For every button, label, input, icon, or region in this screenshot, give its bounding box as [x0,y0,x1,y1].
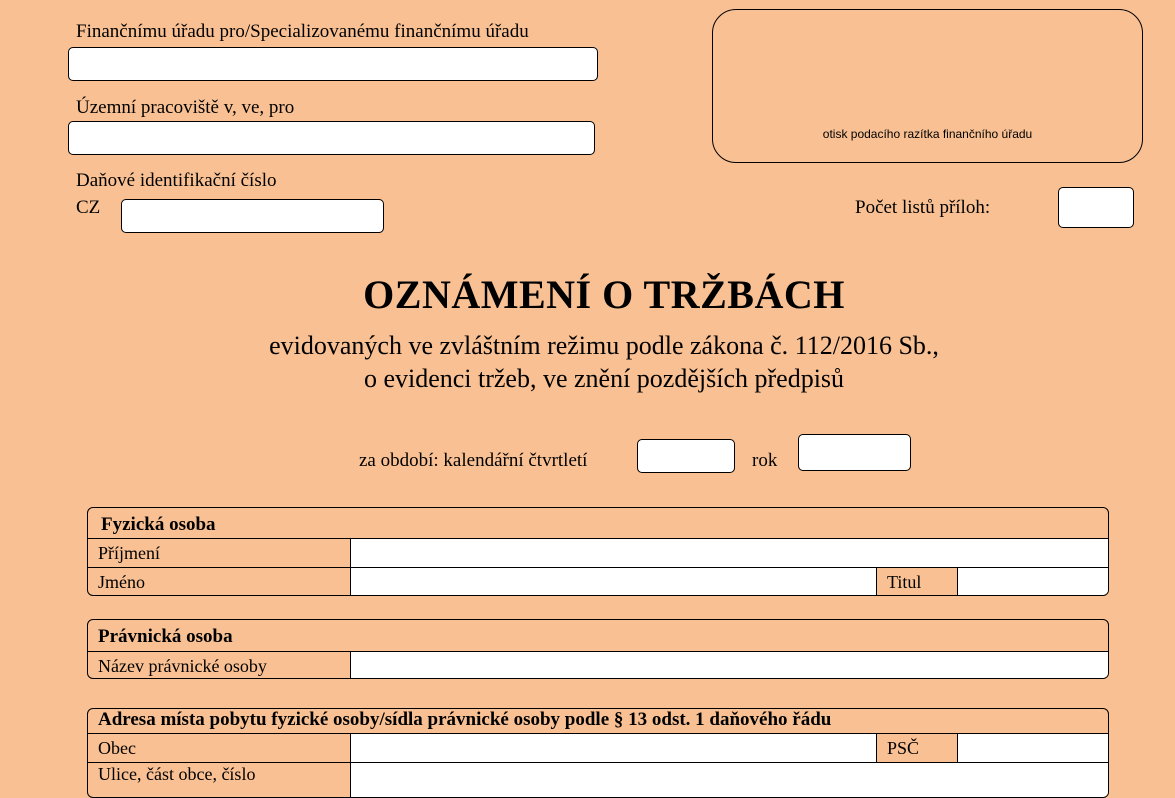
attachments-input[interactable] [1058,187,1134,228]
form-subtitle-line1: evidovaných ve zvláštním režimu podle zákona č. 112/2016 Sb., [269,331,939,360]
title-label: Titul [887,572,922,592]
name-input[interactable] [350,568,877,596]
address-section [87,708,1109,798]
legal-name-input[interactable] [350,652,1108,679]
form-subtitle-line2: o evidenci tržeb, ve znění pozdějších předpisů [363,364,845,393]
physical-person-section [87,507,1109,596]
title-label-cell [876,568,958,596]
attachments-label: Počet listů příloh: [855,197,991,218]
legal-person-heading: Právnická osoba [98,626,233,647]
quarter-input[interactable] [637,439,735,473]
surname-row [88,538,1108,568]
office-label: Finančnímu úřadu pro/Specializovanému finančnímu úřadu [76,21,529,42]
city-label: Obec [98,738,136,758]
workplace-label: Územní pracoviště v, ve, pro [76,97,295,118]
workplace-input[interactable] [68,121,595,155]
city-input[interactable] [350,734,877,763]
zip-input[interactable] [957,734,1108,763]
zip-label-cell [876,734,958,763]
year-input[interactable] [798,434,911,471]
street-label: Ulice, část obce, číslo [98,764,256,784]
office-input[interactable] [68,47,598,81]
title-input[interactable] [957,568,1108,596]
street-input[interactable] [350,763,1108,798]
form-title: OZNÁMENÍ O TRŽBÁCH [363,272,845,317]
street-row [88,762,1108,798]
stamp-caption: otisk podacího razítka finančního úřadu [822,127,1033,141]
physical-person-heading: Fyzická osoba [101,514,216,535]
year-label: rok [752,450,778,471]
surname-label: Příjmení [98,543,160,563]
name-label: Jméno [98,572,145,592]
period-label: za období: kalendářní čtvrtletí [359,450,588,471]
name-row [88,567,1108,596]
dic-input[interactable] [121,199,384,233]
dic-label: Daňové identifikační číslo [76,170,277,191]
legal-person-section [87,619,1109,679]
filing-stamp-box [712,9,1143,163]
address-heading: Adresa místa pobytu fyzické osoby/sídla právnické osoby podle § 13 odst. 1 daňového řádu [98,709,832,730]
dic-prefix: CZ [76,197,101,218]
legal-name-row [88,651,1108,679]
legal-name-label: Název právnické osoby [98,656,267,676]
city-row [88,733,1108,763]
surname-input[interactable] [350,539,1108,568]
zip-label: PSČ [887,738,920,758]
